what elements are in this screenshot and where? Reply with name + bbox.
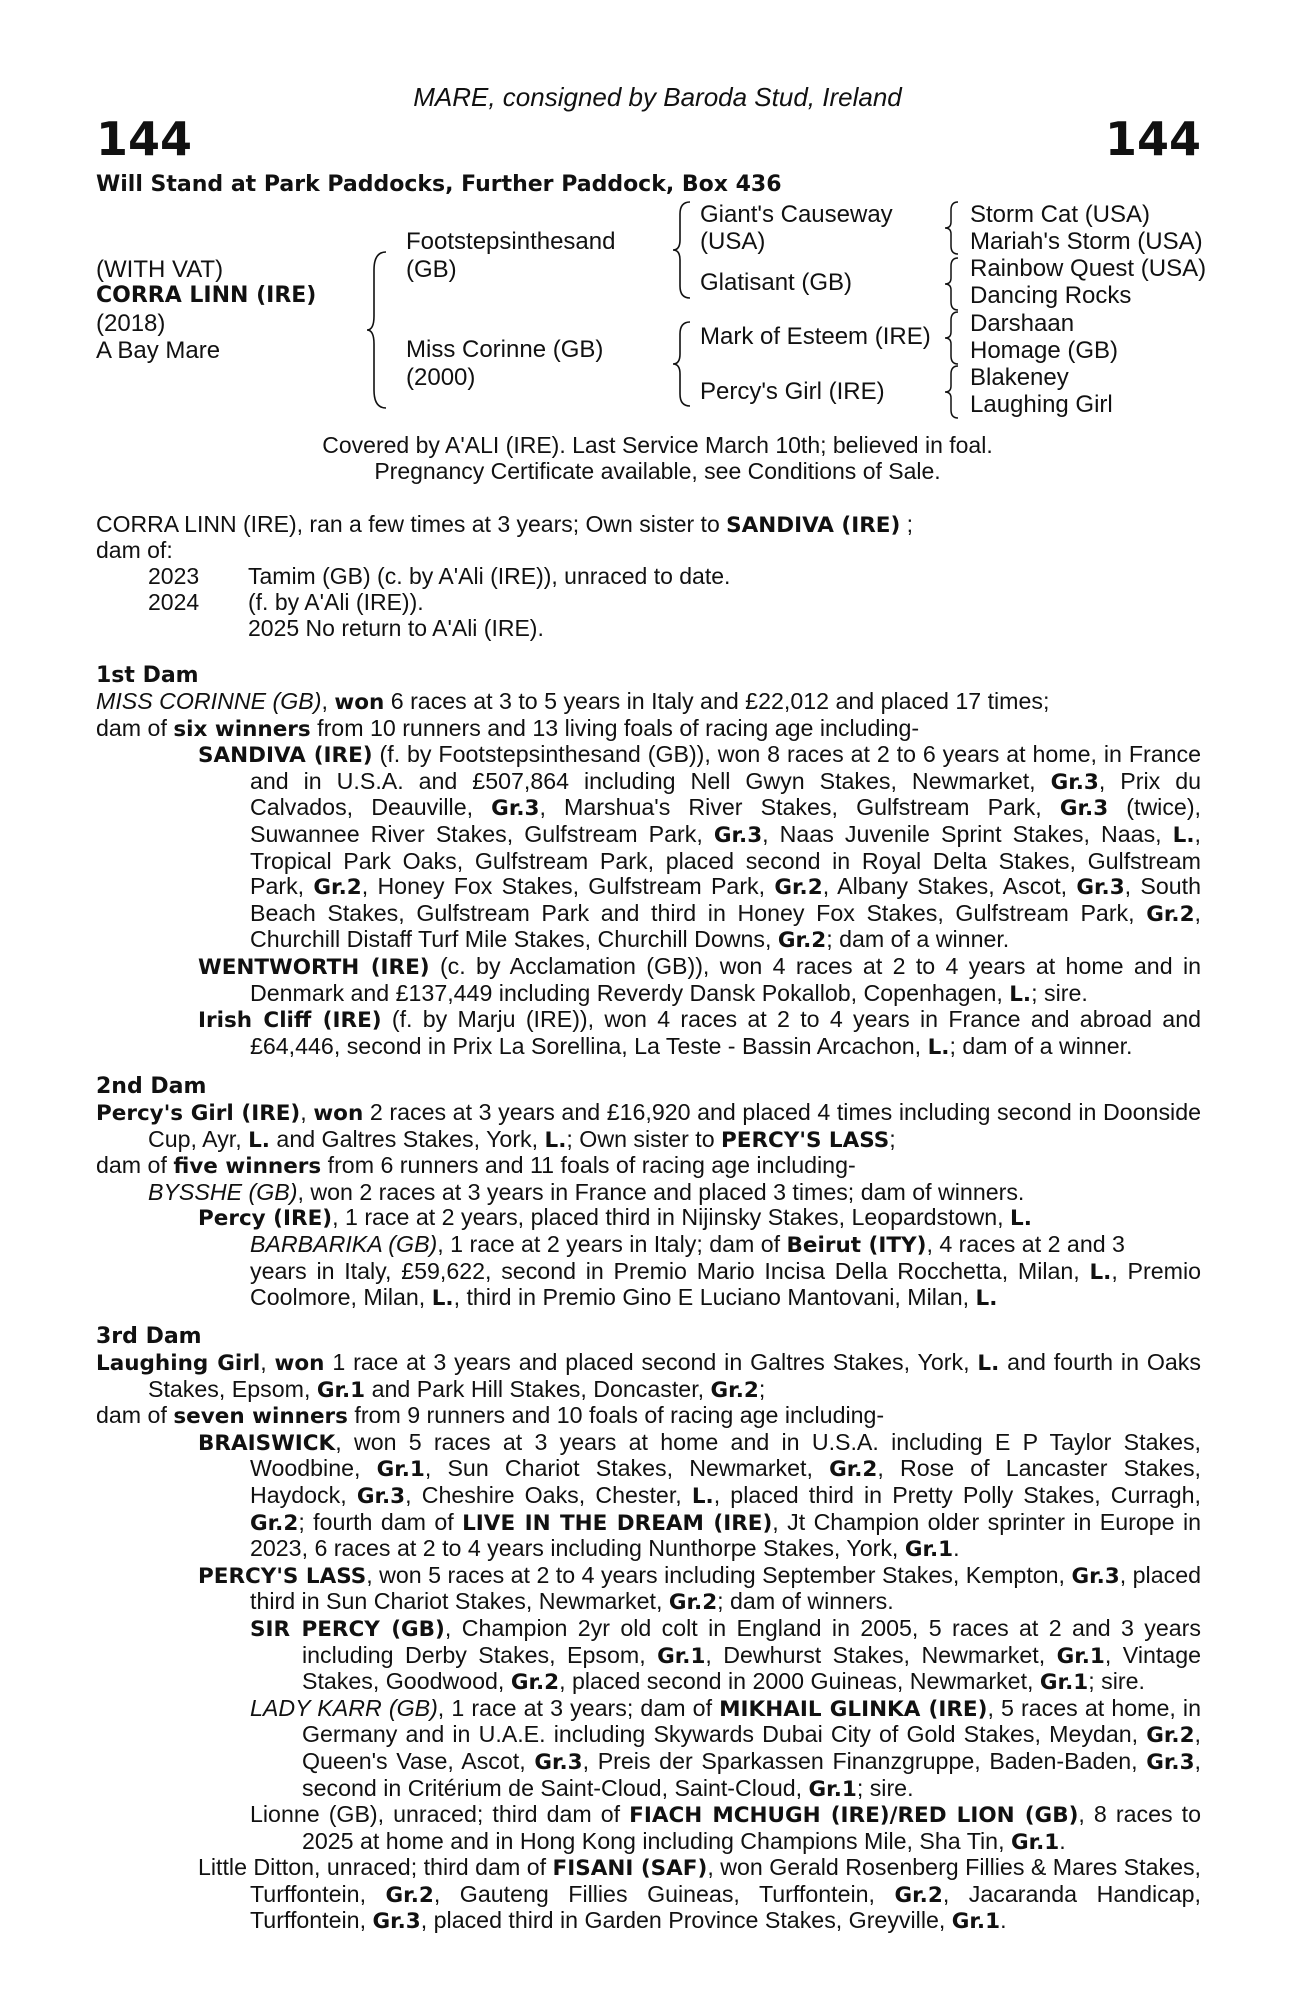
main-brace <box>366 250 390 410</box>
horse-description: A Bay Mare <box>96 337 221 364</box>
sire-origin: (GB) <box>406 256 457 283</box>
third-dam-heading: 3rd Dam <box>96 1324 202 1349</box>
vat-note: (WITH VAT) <box>96 256 224 283</box>
g4-8: Laughing Girl <box>970 391 1113 418</box>
first-dam-text: MISS CORINNE (GB), won 6 races at 3 to 5 years in Italy and £22,012 and placed 17 times; dam of six winners from 10 runners and 13 living foals of racing age including- SANDIVA (IRE) (f. by Footstepsinthesand (GB)), won 8 races at 2 to 6 years at home, in France and in U.S.A. and £507,864 including Nell Gwyn Stakes, Newmarket, Gr.3, Prix du Calvados, Deauville, Gr.3, Marshua's River Stakes, Gulfstream Park, Gr.3 (twice), Suwannee River Stakes, Gulfstream Park, Gr.3, Naas Juvenile Sprint Stakes, Naas, L., Tropical Park Oaks, Gulfstream Park, placed second in Royal Delta Stakes, Gulfstream Park, Gr.2, Honey Fox Stakes, Gulfstream Park, Gr.2, Albany Stakes, Ascot, Gr.3, South Beach Stakes, Gulfstream Park and third in Honey Fox Stakes, Gulfstream Park, Gr.2, Churchill Distaff Turf Mile Stakes, Churchill Downs, Gr.2; dam of a winner. WENTWORTH (IRE) (c. by Acclamation (GB)), won 4 races at 2 to 4 years at home and in Denmark and £137,449 including Reverdy Dansk Pokallob, Copenhagen, L.; sire. Irish Cliff (IRE) (f. by Marju (IRE)), won 4 races at 2 to 4 years in France and abroad and £64,446, second in Prix La Sorellina, La Teste - Bassin Arcachon, L.; dam of a winner. <box>96 688 1201 1060</box>
g4-3: Rainbow Quest (USA) <box>970 255 1207 282</box>
third-dam-text: Laughing Girl, won 1 race at 3 years and placed second in Galtres Stakes, York, L. and fourth in Oaks Stakes, Epsom, Gr.1 and Park Hill Stakes, Doncaster, Gr.2; dam of seven winners from 9 runners and 10 foals of racing age including- BRAISWICK, won 5 races at 3 years at home and in U.S.A. including E P Taylor Stakes, Woodbine, Gr.1, Sun Chariot Stakes, Newmarket, Gr.2, Rose of Lancaster Stakes, Haydock, Gr.3, Cheshire Oaks, Chester, L., placed third in Pretty Polly Stakes, Curragh, Gr.2; fourth dam of LIVE IN THE DREAM (IRE), Jt Champion older sprinter in Europe in 2023, 6 races at 2 to 4 years including Nunthorpe Stakes, York, Gr.1. PERCY'S LASS, won 5 races at 2 to 4 years including September Stakes, Kempton, Gr.3, placed third in Sun Chariot Stakes, Newmarket, Gr.2; dam of winners. SIR PERCY (GB), Champion 2yr old colt in England in 2005, 5 races at 2 and 3 years including Derby Stakes, Epsom, Gr.1, Dewhurst Stakes, Newmarket, Gr.1, Vintage Stakes, Goodwood, Gr.2, placed second in 2000 Guineas, Newmarket, Gr.1; sire. LADY KARR (GB), 1 race at 3 years; dam of MIKHAIL GLINKA (IRE), 5 races at home, in Germany and in U.A.E. including Skywards Dubai City of Gold Stakes, Meydan, Gr.2, Queen's Vase, Ascot, Gr.3, Preis der Sparkassen Finanzgruppe, Baden-Baden, Gr.3, second in Critérium de Saint-Cloud, Saint-Cloud, Gr.1; sire. Lionne (GB), unraced; third dam of FIACH MCHUGH (IRE)/RED LION (GB), 8 races to 2025 at home and in Hong Kong including Champions Mile, Sha Tin, Gr.1. Little Ditton, unraced; third dam of FISANI (SAF), won Gerald Rosenberg Fillies & Mares Stakes, Turffontein, Gr.2, Gauteng Fillies Guineas, Turffontein, Gr.2, Jacaranda Handicap, Turffontein, Gr.3, placed third in Garden Province Stakes, Greyville, Gr.1. <box>96 1349 1202 1935</box>
brace-g3-4 <box>944 364 960 420</box>
sire-sire-name: Giant's Causeway <box>700 201 893 228</box>
brace-g3-2 <box>944 256 960 312</box>
horse-name: CORRA LINN (IRE) <box>96 283 317 308</box>
brace-g3-1 <box>944 200 960 256</box>
brace-g3-3 <box>944 310 960 366</box>
sire-brace <box>672 200 692 300</box>
dam-year: (2000) <box>406 364 476 391</box>
g4-6: Homage (GB) <box>970 337 1119 364</box>
lot-number-left: 144 <box>96 112 193 166</box>
sire-sire-origin: (USA) <box>700 228 766 255</box>
sire-name: Footstepsinthesand <box>406 228 616 255</box>
dam-dam: Percy's Girl (IRE) <box>700 378 885 405</box>
horse-year: (2018) <box>96 310 166 337</box>
stand-location: Will Stand at Park Paddocks, Further Paddock, Box 436 <box>96 172 782 197</box>
dam-name: Miss Corinne (GB) <box>406 336 604 363</box>
produce-year-2: 2024 <box>148 589 200 615</box>
covered-line: Covered by A'ALI (IRE). Last Service March 10th; believed in foal. <box>322 432 993 458</box>
pregnancy-line: Pregnancy Certificate available, see Conditions of Sale. <box>374 458 941 484</box>
produce-1: Tamim (GB) (c. by A'Ali (IRE)), unraced to date. <box>248 563 731 589</box>
dam-sire: Mark of Esteem (IRE) <box>700 323 931 350</box>
g4-2: Mariah's Storm (USA) <box>970 228 1203 255</box>
dam-of-label: dam of: <box>96 537 173 563</box>
g4-7: Blakeney <box>970 364 1069 391</box>
produce-2: (f. by A'Ali (IRE)). <box>248 589 424 615</box>
g4-4: Dancing Rocks <box>970 282 1132 309</box>
second-dam-heading: 2nd Dam <box>96 1074 207 1099</box>
produce-year-1: 2023 <box>148 563 200 589</box>
lot-number-right: 144 <box>1104 112 1201 166</box>
produce-3: 2025 No return to A'Ali (IRE). <box>248 615 544 641</box>
second-dam-text: Percy's Girl (IRE), won 2 races at 3 years and £16,920 and placed 4 times including second in Doonside Cup, Ayr, L. and Galtres Stakes, York, L.; Own sister to PERCY'S LASS; dam of five winners from 6 runners and 11 foals of racing age including- BYSSHE (GB), won 2 races at 3 years in France and placed 3 times; dam of winners. Percy (IRE), 1 race at 2 years, placed third in Nijinsky Stakes, Leopardstown, L. BARBARIKA (GB), 1 race at 2 years in Italy; dam of Beirut (ITY), 4 races at 2 and 3 years in Italy, £59,622, second in Premio Mario Incisa Della Rocchetta, Milan, L., Premio Coolmore, Milan, L., third in Premio Gino E Luciano Mantovani, Milan, L. <box>96 1099 1201 1312</box>
g4-5: Darshaan <box>970 310 1075 337</box>
consignor-line: MARE, consigned by Baroda Stud, Ireland <box>413 82 902 112</box>
dam-brace <box>672 320 692 408</box>
intro-line: CORRA LINN (IRE), ran a few times at 3 years; Own sister to SANDIVA (IRE) ; <box>96 511 914 538</box>
g4-1: Storm Cat (USA) <box>970 201 1151 228</box>
sire-dam: Glatisant (GB) <box>700 269 853 296</box>
first-dam-heading: 1st Dam <box>96 663 199 688</box>
